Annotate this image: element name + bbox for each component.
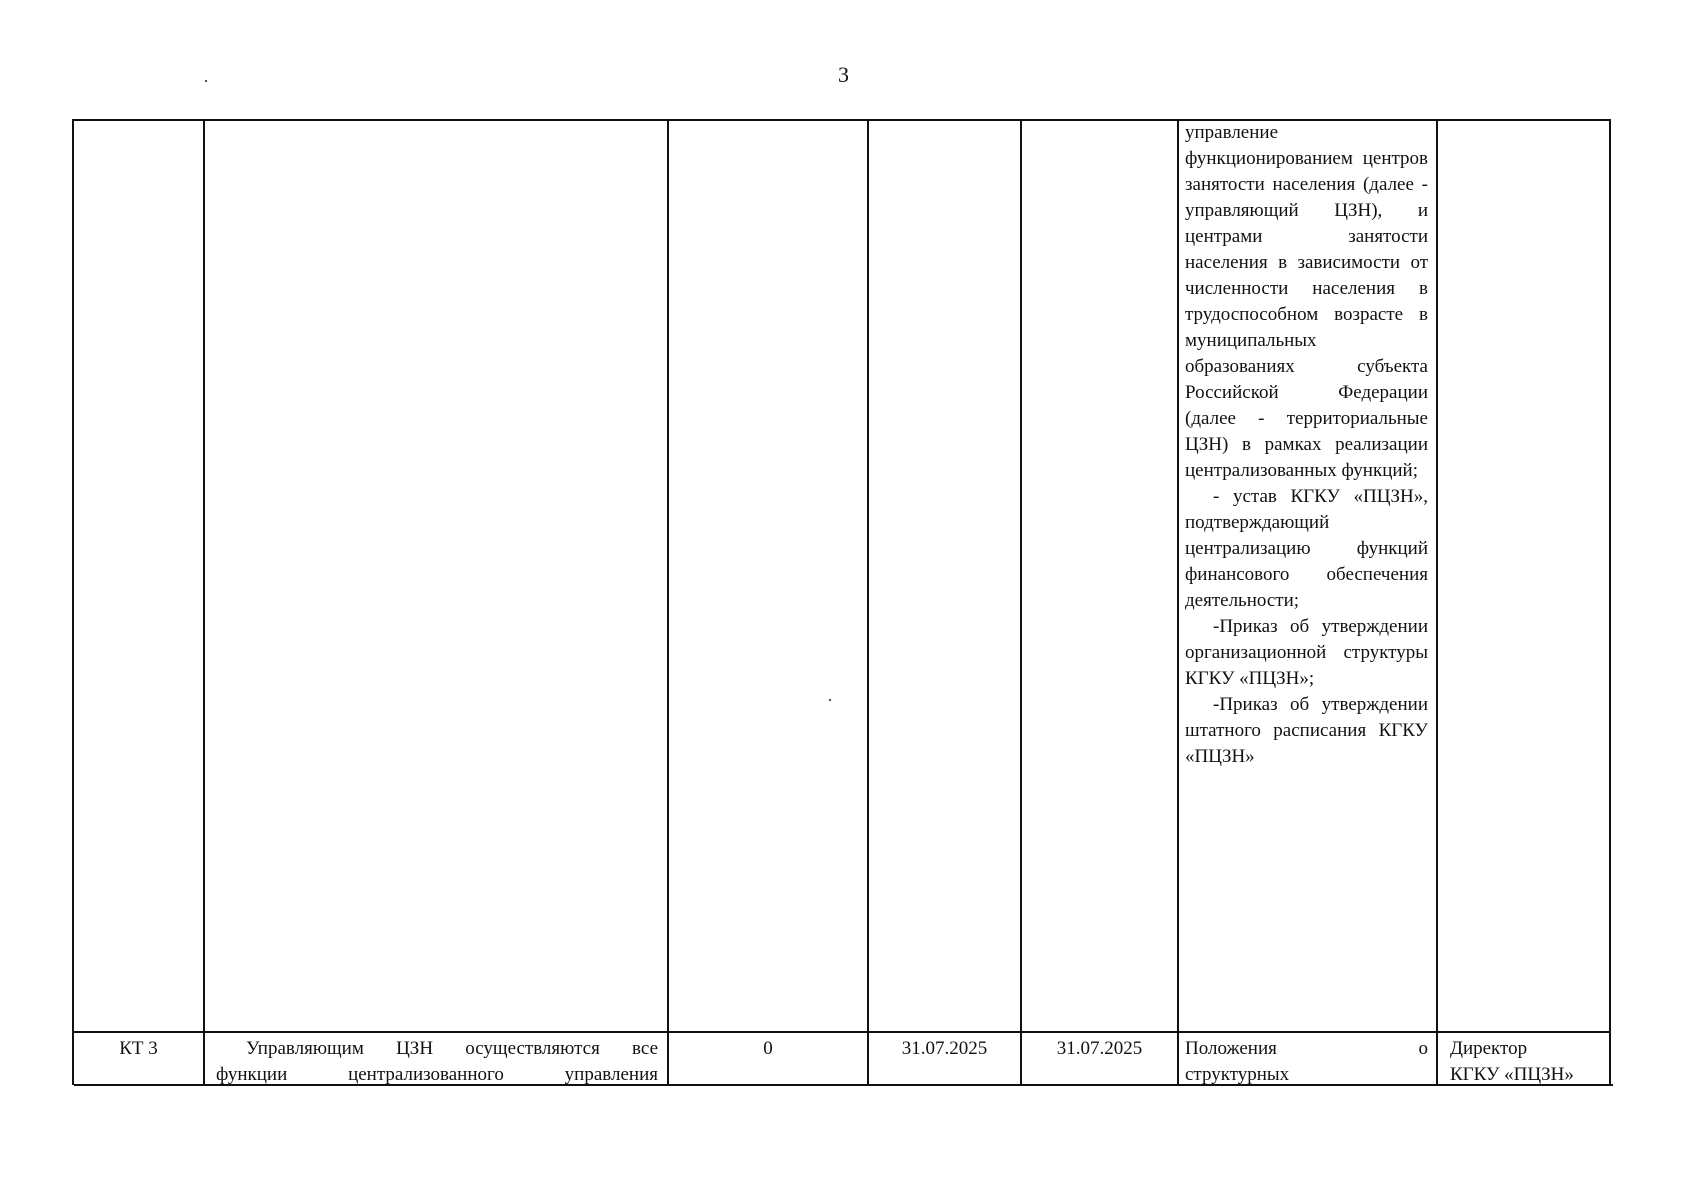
row-divider [72,1031,1611,1033]
row-documents-line: Положения о [1185,1038,1428,1059]
documents-paragraph: -Приказ об утверждении штатного расписания КГКУ «ПЦЗН» [1185,694,1428,767]
row-responsible-line: КГКУ «ПЦЗН» [1450,1064,1574,1085]
scan-speck [829,699,831,701]
column-border-6 [1177,119,1179,1085]
row-date-end: 31.07.2025 [1056,1038,1143,1059]
documents-cell-continued [1185,120,1428,770]
column-border-7 [1436,119,1438,1085]
documents-paragraph: - устав КГКУ «ПЦЗН», подтверждающий централизацию функций финансового обеспечения деятельности; [1185,486,1428,611]
row-date-start: 31.07.2025 [901,1038,988,1059]
row-documents-line: структурных [1185,1064,1290,1085]
row-responsible-line: Директор [1450,1038,1528,1059]
column-border-2 [203,119,205,1085]
row-description-line: функции централизованного управления [216,1064,658,1085]
column-border-3 [667,119,669,1085]
column-border-5 [1020,119,1022,1085]
row-description-line: Управляющим ЦЗН осуществляются все [246,1038,658,1059]
column-border-8 [1609,119,1611,1085]
documents-paragraph: -Приказ об утверждении организационной структуры КГКУ «ПЦЗН»; [1185,616,1428,689]
scan-speck [205,80,207,82]
row-code: КТ 3 [119,1038,158,1059]
row-value: 0 [763,1038,773,1059]
documents-paragraph: управление функционированием центров занятости населения (далее - управляющий ЦЗН), и центрами занятости населения в зависимости от численности населения в трудоспособном возрасте в муниципальных образованиях субъекта Российской Федерации (далее - территориальные ЦЗН) в рамках реализации централизованных функций; [1185,122,1428,481]
column-border-4 [867,119,869,1085]
column-border-1 [72,119,74,1085]
page-number: 3 [838,62,849,87]
